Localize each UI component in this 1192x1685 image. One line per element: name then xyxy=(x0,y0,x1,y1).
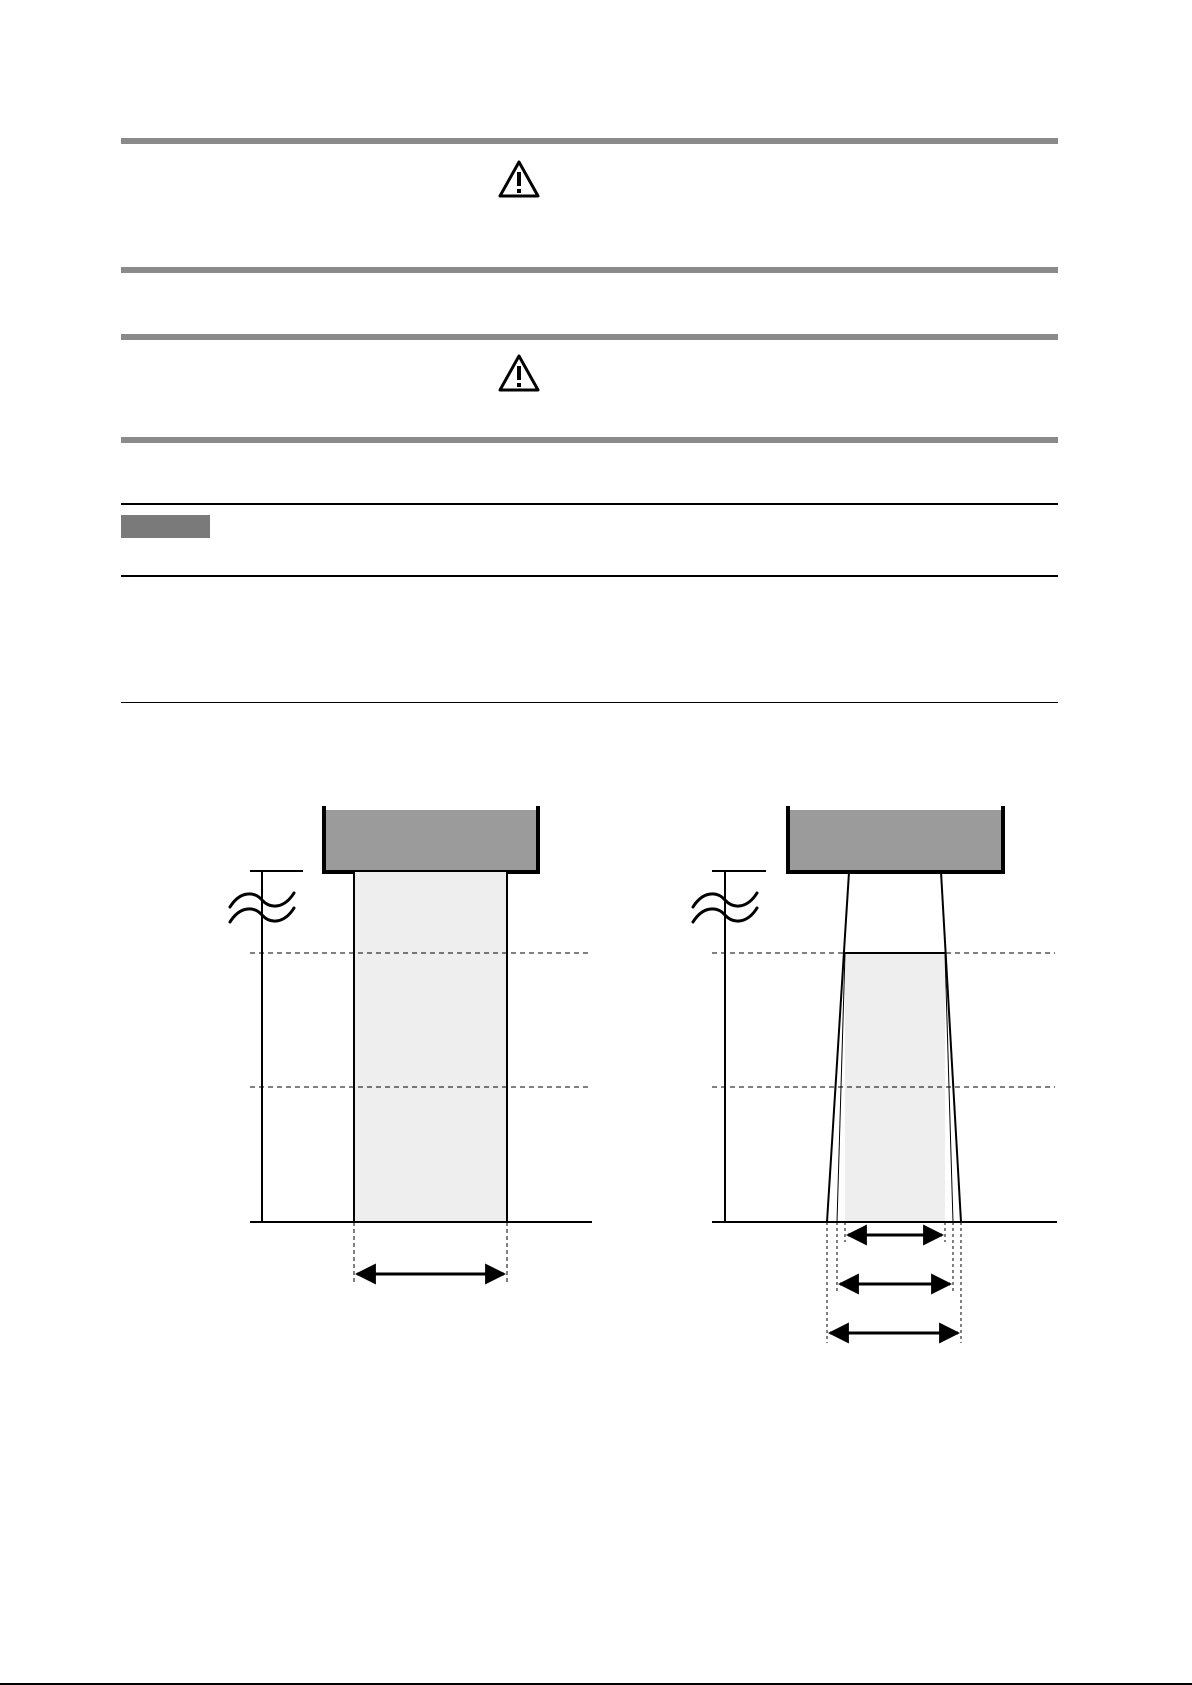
sensor-head-right xyxy=(788,806,1003,872)
left-panel xyxy=(230,806,592,1285)
detection-area-left xyxy=(354,872,507,1222)
right-panel xyxy=(693,806,1057,1343)
sensor-head-left xyxy=(324,806,538,872)
